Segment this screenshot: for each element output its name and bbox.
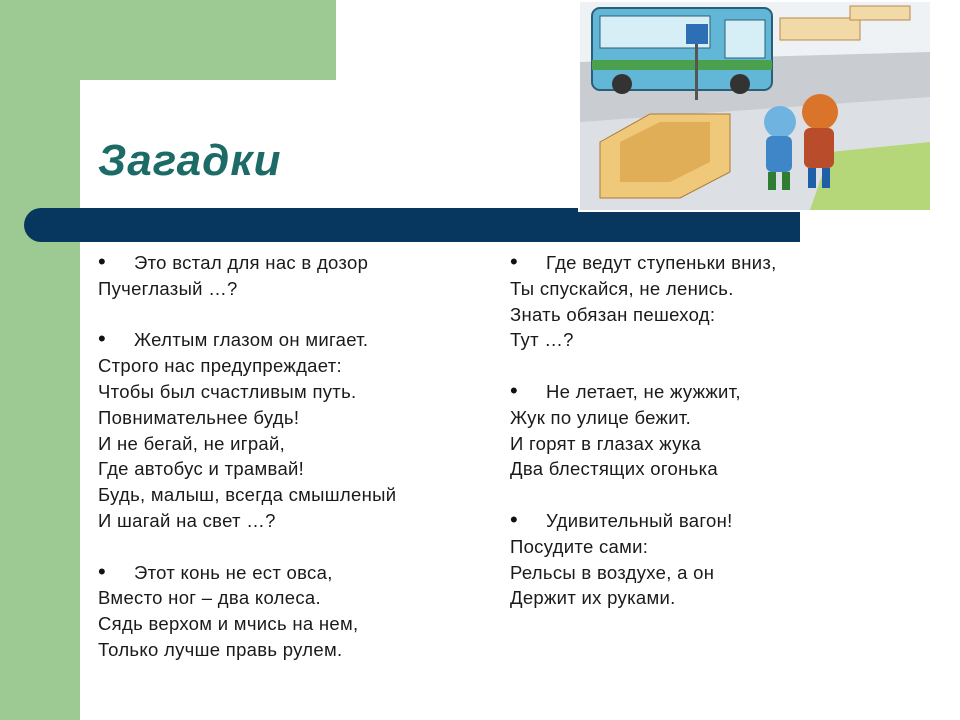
riddle-line: Ты спускайся, не ленись. (510, 277, 734, 299)
riddle-line: Рельсы в воздухе, а он (510, 561, 715, 583)
riddle-line: Тут …? (510, 329, 574, 351)
riddle-line: Повнимательнее будь! (98, 406, 300, 428)
riddle-line: Знать обязан пешеход: (510, 303, 716, 325)
riddle-line: Посудите сами: (510, 535, 649, 557)
riddle-line: И шагай на свет …? (98, 509, 276, 531)
riddle-line: Чтобы был счастливым путь. (98, 380, 357, 402)
riddle-line: Два блестящих огонька (510, 458, 718, 480)
title-divider-bar (24, 208, 800, 242)
riddle-item (510, 508, 830, 611)
riddle-item (98, 327, 498, 533)
riddle-line: И горят в глазах жука (510, 432, 702, 454)
riddle-item (510, 379, 830, 482)
riddle-line: • Где ведут ступеньки вниз, (510, 250, 830, 276)
riddle-line: Строго нас предупреждает: (98, 355, 342, 377)
riddle-line: Держит их руками. (510, 587, 676, 609)
page-title: Загадки (98, 136, 282, 185)
riddle-line: Пучеглазый …? (98, 277, 238, 299)
riddles-right-column (510, 250, 830, 637)
riddle-item (98, 250, 498, 302)
riddle-line: • Не летает, не жужжит, (510, 379, 830, 405)
riddle-line: Вместо ног – два колеса. (98, 587, 321, 609)
riddle-item (510, 250, 830, 353)
riddle-line: • Этот конь не ест овса, (98, 560, 498, 586)
riddle-line: Сядь верхом и мчись на нем, (98, 613, 359, 635)
green-side-band (0, 0, 80, 720)
riddle-line: Будь, малыш, всегда смышленый (98, 484, 397, 506)
riddle-line: И не бегай, не играй, (98, 432, 286, 454)
riddles-left-column (98, 250, 498, 689)
riddle-line: • Желтым глазом он мигает. (98, 327, 498, 353)
riddle-item (98, 560, 498, 663)
green-top-band (0, 0, 336, 80)
riddle-line: • Удивительный вагон! (510, 508, 830, 534)
bus-stop-illustration (578, 0, 932, 212)
riddle-line: Только лучше правь рулем. (98, 638, 343, 660)
riddle-line: • Это встал для нас в дозор (98, 250, 498, 276)
riddle-line: Где автобус и трамвай! (98, 458, 305, 480)
riddle-line: Жук по улице бежит. (510, 406, 692, 428)
